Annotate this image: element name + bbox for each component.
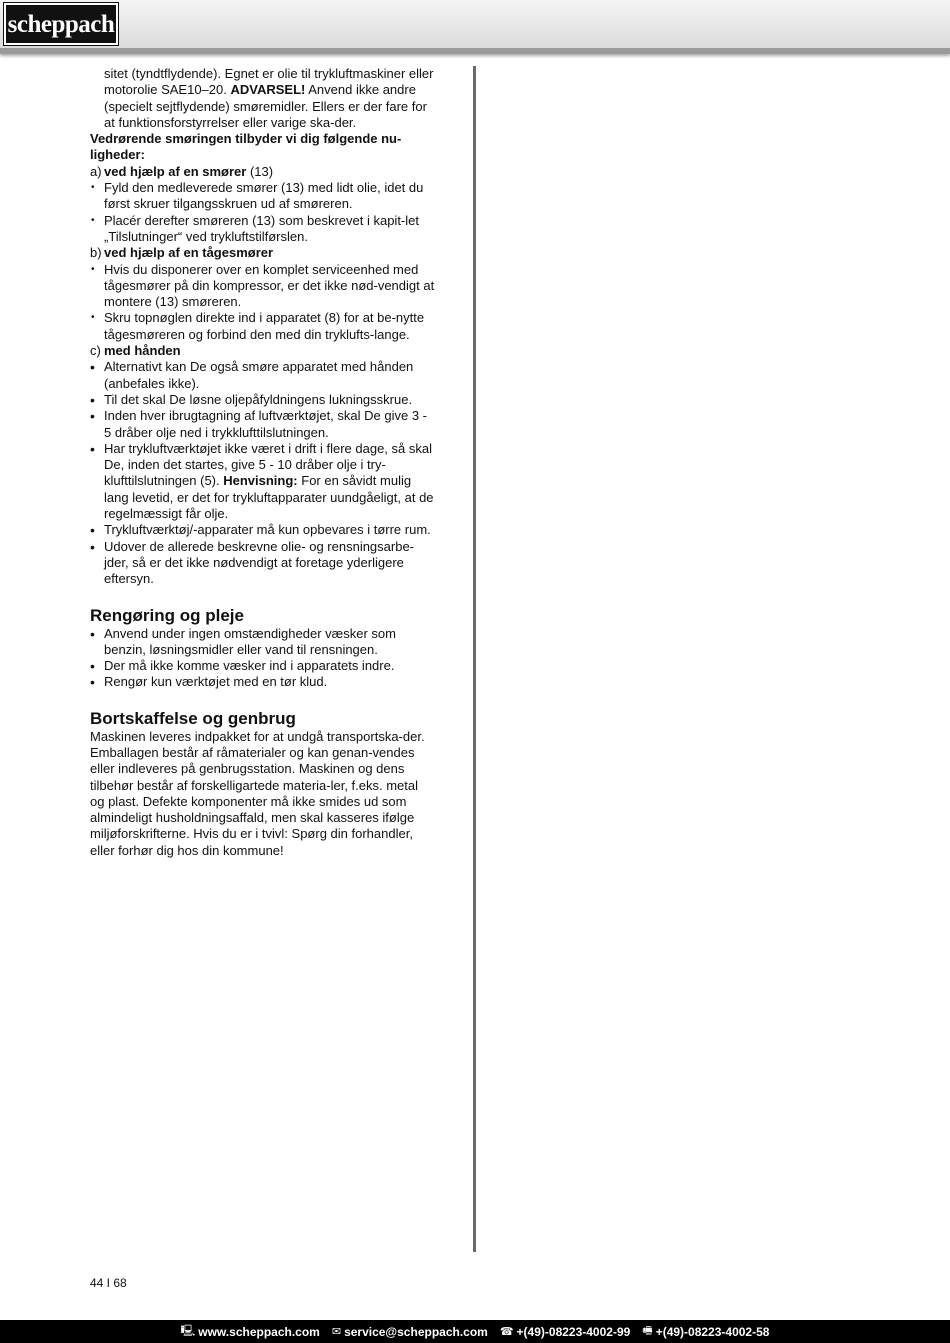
footer-email[interactable] [332, 1325, 488, 1339]
list-item: • Fyld den medleverede smører (13) med lidt olie, idet du først skruer tilgangsskruen ud af smøreren. [90, 180, 435, 213]
list-item: • Hvis du disponerer over en komplet serviceenhed med tågesmører på din kompressor, er det ikke nød-vendigt at montere (13) smøreren. [90, 262, 435, 311]
website-link[interactable]: www.scheppach.com [198, 1324, 320, 1339]
option-c-title [90, 343, 435, 359]
note-label: Henvisning: [223, 473, 298, 489]
list-item: • Inden hver ibrugtagning af luftværktøjet, skal De give 3 - 5 dråber olje ned i trykklufttilslutningen. [90, 408, 435, 441]
warning-label: ADVARSEL! [230, 82, 306, 98]
list-item: • Rengør kun værktøjet med en tør klud. [90, 674, 435, 690]
computer-icon: 🖳 [180, 1325, 196, 1337]
option-b-label: b) [90, 245, 102, 261]
fax-icon: 🖷 [642, 1325, 653, 1337]
intro-line: andre (specielt sejtflydende) smøremidler. Ellers er der fare for at funktionsforstyrrelser eller varige ska-der. [104, 82, 427, 130]
intro-line: sitet (tyndtflydende). Egnet er olie til trykluftmaskiner [104, 66, 406, 81]
option-a-title-text: ved hjælp af en smører [104, 163, 247, 179]
option-b-title [90, 245, 435, 261]
cleaning-heading: Rengøring og pleje [90, 605, 244, 625]
option-c-title-text: med hånden [104, 343, 181, 359]
scheppach-logo [4, 3, 118, 45]
phone-number: +(49)-08223-4002-99 [516, 1324, 631, 1339]
page-header [0, 0, 950, 54]
item-text: Har trykluftværktøjet ikke været i drift i flere dage, så skal De, inden det startes, give 5 - 10 dråber olje i try-klufttilslutningen (5). [104, 440, 432, 489]
list-item: • Anvend under ingen omstændigheder væsker som benzin, løsningsmidler eller vand til rensningen. [90, 626, 435, 659]
email-link[interactable]: service@scheppach.com [344, 1324, 488, 1339]
list-item: • Skru topnøglen direkte ind i apparatet (8) for at be-nytte tågesmøreren og forbind den med din tryklufts-lange. [90, 310, 435, 343]
disposal-heading: Bortskaffelse og genbrug [90, 708, 296, 728]
list-item: • Trykluftværktøj/-apparater må kun opbevares i tørre rum. [90, 522, 435, 538]
intro-line: Anvend ikke [305, 82, 380, 98]
cleaning-list [90, 626, 435, 691]
page-footer [0, 1320, 950, 1343]
list-item: • Udover de allerede beskrevne olie- og rensningsarbe-jder, så er det ikke nødvendigt at foretage yderligere eftersyn. [90, 539, 435, 588]
footer-phone [500, 1325, 630, 1339]
column-divider [473, 66, 476, 1252]
item-text: For en såvidt mulig lang levetid, er det for trykluftapparater uundgåeligt, at de regelmæssigt får olje. [104, 473, 434, 522]
list-item: • Placér derefter smøreren (13) som beskrevet i kapit-let „Tilslutninger“ ved trykluftstilførslen. [90, 213, 435, 246]
option-b-list [90, 262, 435, 343]
logo-text: scheppach [7, 11, 115, 38]
footer-web[interactable] [181, 1322, 320, 1341]
intro-line: eller motorolie SAE10–20. [104, 66, 434, 98]
footer-fax [642, 1322, 769, 1341]
list-item: • Til det skal De løsne oljepåfyldningens lukningsskrue. [90, 392, 435, 408]
list-item: • Alternativt kan De også smøre apparatet med hånden (anbefales ikke). [90, 359, 435, 392]
fax-number: +(49)-08223-4002-58 [655, 1324, 770, 1339]
option-c-label: c) [90, 343, 101, 359]
list-item: • Der må ikke komme væsker ind i apparatets indre. [90, 658, 435, 674]
option-a-list [90, 180, 435, 245]
main-column [90, 66, 435, 859]
disposal-paragraph: Maskinen leveres indpakket for at undgå transportska-der. Emballagen består af råmaterialer og kan genan-vendes eller indleveres på genbrugsstation. Maskinen og dens tilbehør består af forskelligartede materia-ler, f.eks. metal og plast. Defekte komponenter må ikke smides ud som almindeligt husholdningsaffald, men skal kasseres ifølge miljøforskrifterne. Hvis du er i tvivl: Spørg din forhandler, eller forhør dig hos din kommune! [90, 728, 425, 858]
option-a-label: a) [90, 163, 102, 179]
mail-icon: ✉ [331, 1326, 342, 1338]
option-a-ref: (13) [246, 163, 274, 179]
lubrication-heading: Vedrørende smøringen tilbyder vi dig følgende nu-ligheder: [90, 131, 402, 163]
option-b-title-text: ved hjælp af en tågesmører [104, 245, 274, 261]
page-number: 44 I 68 [90, 1276, 127, 1290]
intro-paragraph [90, 66, 435, 131]
option-a-title [90, 164, 435, 180]
list-item [90, 441, 435, 522]
option-c-list [90, 359, 435, 587]
phone-icon: ☎ [499, 1326, 514, 1338]
